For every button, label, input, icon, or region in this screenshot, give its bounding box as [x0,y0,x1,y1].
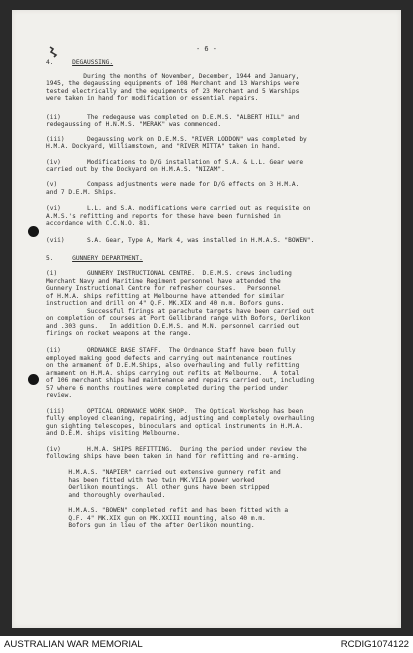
body-text-line: following ships have been taken in hand for refitting and re-arming. [46,453,300,460]
body-text-line: carried out by the Dockyard on H.M.A.S. "NIZAM". [46,166,225,173]
body-text-line: on completion of courses at Port Gellibrand range with Bofors, Oerlikon [46,315,311,322]
body-text-line: of H.M.A. ships refitting at Melbourne have attended for similar [46,293,285,300]
body-text-line: of 106 merchant ships had maintenance and repairs carried out, including [46,377,315,384]
body-text-line: (iv) Modifications to D/G installation of S.A. & L.L. Gear were [46,159,304,166]
body-text-line: and thoroughly overhauled. [46,492,166,499]
body-text-line: Gunnery Instructional Centre for refresher courses. Personnel [46,285,281,292]
body-text-line: (ii) ORDNANCE BASE STAFF. The Ordnance Staff have been fully [46,347,296,354]
footer-id: RCDIG1074122 [340,639,409,650]
body-text-line: (iv) H.M.A. SHIPS REFITTING. During the period under review the [46,446,307,453]
body-text-line: (vii) S.A. Gear, Type A, Mark 4, was installed in H.M.A.S. "BOWEN". [46,237,315,244]
body-text-line: H.M.A.S. "NAPIER" carried out extensive gunnery refit and [46,469,281,476]
document-page [12,10,401,628]
body-text-line: firings on rocket weapons at the range. [46,330,192,337]
archive-footer [0,636,413,653]
body-text-line: and 7 D.E.M. Ships. [46,189,117,196]
body-text-line: accordance with C.C.N.O. 81. [46,220,151,227]
body-text-line: H.M.A. Dockyard, Williamstown, and "RIVER MITTA" taken in hand. [46,143,281,150]
body-text-line: tested electrically and the equipments of 23 Merchant and 5 Warships [46,88,300,95]
body-text-line: Merchant Navy and Maritime Regiment personnel have attended the [46,278,281,285]
body-text-line: Bofors gun in lieu of the after Oerlikon mounting. [46,522,255,529]
body-text-line: During the months of November, December, 1944 and January, [46,73,300,80]
punch-hole [28,374,39,385]
body-text-line: armament on H.M.A. ships carrying out refits at Melbourne. A total [46,370,300,377]
body-text-line: (vi) L.L. and S.A. modifications were carried out as requisite on [46,205,311,212]
body-text-line: Successful firings at parachute targets have been carried out [46,308,315,315]
body-text-line: were taken in hand for modification or essential repairs. [46,95,259,102]
body-text-line: (v) Compass adjustments were made for D/G effects on 3 H.M.A. [46,181,300,188]
punch-hole [28,226,39,237]
body-text-line: Q.F. 4" MK.XIX gun on MK.XXIII mounting, also 40 m.m. [46,515,266,522]
section-heading: 4. DEGAUSSING. [46,59,114,66]
body-text-line: and D.E.M. ships visiting Melbourne. [46,430,181,437]
body-text-line: and .303 guns. In addition D.E.M.S. and M.N. personnel carried out [46,323,300,330]
body-text-line: has been fitted with two twin MK.VIIA power worked [46,477,255,484]
section-heading: 5. GUNNERY DEPARTMENT. [46,255,143,262]
body-text-line: 57 where 6 months routines were completed during the period under [46,385,289,392]
body-text-line: (ii) The redegause was completed on D.E.M.S. "ALBERT HILL" and [46,114,300,121]
body-text-line: A.M.S.'s refitting and reports for these have been furnished in [46,213,281,220]
body-text-line: fully employed cleaning, repairing, adjusting and completely overhauling [46,415,315,422]
footer-source: AUSTRALIAN WAR MEMORIAL [4,639,143,650]
page-number: - 6 - [195,45,218,53]
body-text-line: H.M.A.S. "BOWEN" completed refit and has been fitted with a [46,507,289,514]
body-text-line: employed making good defects and carrying out maintenance routines [46,355,292,362]
body-text-line: redegaussing of H.N.M.S. "MERAK" was commenced. [46,121,222,128]
body-text-line: gun sighting telescopes, binoculars and optical instruments in H.M.A. [46,423,304,430]
body-text-line: review. [46,392,73,399]
body-text-line: on the armament of D.E.M.Ships, also overhauling and fully refitting [46,362,300,369]
body-text-line: (iii) OPTICAL ORDNANCE WORK SHOP. The Optical Workshop has been [46,408,304,415]
body-text-line: instruction and drill on 4" Q.F. MK.XIX and 40 m.m. Bofors guns. [46,300,285,307]
body-text-line: (i) GUNNERY INSTRUCTIONAL CENTRE. D.E.M.S. crews including [46,270,292,277]
body-text-line: Oerlikon mountings. All other guns have been stripped [46,484,270,491]
body-text-line: 1945, the degaussing equipments of 108 Merchant and 13 Warships were [46,80,300,87]
body-text-line: (iii) Degaussing work on D.E.M.S. "RIVER LODDON" was completed by [46,136,307,143]
